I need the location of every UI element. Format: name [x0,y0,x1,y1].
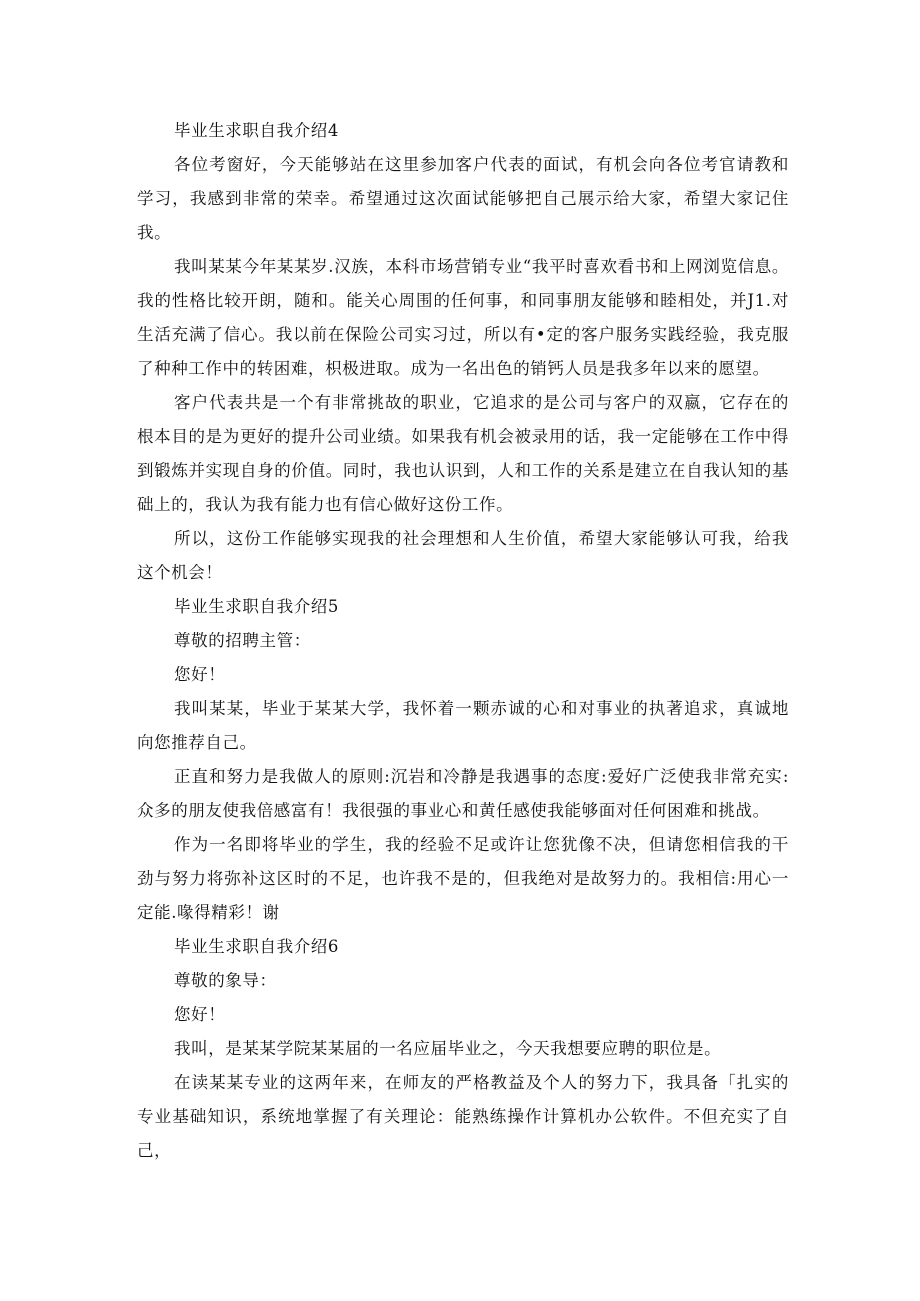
document-page [137,114,789,1168]
section-4-paragraph-4: 所以，这份工作能够实现我的社会理想和人生价值，希望大家能够认可我，给我这个机会！ [137,529,789,582]
section-4-paragraph-2: 我叫某某今年某某岁.汉族，本科市场营销专业“我平时喜欢看书和上网浏览信息。我的性格比较开朗，随和。能关心周围的任何事，和同事朋友能够和睦相处，并J1.对生活充满了信心。我以前在保险公司实习过，所以有•定的客户服务实践经验，我克服了种种工作中的转困难，枳极进取。成为一名出色的销钙人员是我多年以来的愿望。 [137,257,789,378]
section-6-paragraph-1: 我叫，是某某学院某某届的一名应届毕业之，今天我想要应聘的职位是。 [174,1039,722,1058]
section-4-title: 毕业生求职自我介绍4 [174,121,339,140]
section-5-salutation: 尊敬的招聘主管： [174,631,311,650]
section-4-paragraph-1: 各位考窗好，今天能够站在这里参加客户代表的面试，有机会向各位考官请教和学习，我感到非常的荣幸。希望通过这次面试能够把自己展示给大家，希望大家记住我。 [137,155,789,242]
section-6-greeting: 您好！ [174,1005,226,1024]
section-4-paragraph-3: 客户代表共是一个有非常挑故的职业，它追求的是公司与客户的双嬴，它存在的根本目的是为更好的提升公司业绩。如果我有机会被录用的话，我一定能够在工作中得到锻炼并实现自身的价值。同时，我也认识到，人和工作的关系是建立在自我认知的基础上的，我认为我有能力也有信心做好这份工作。 [137,393,789,514]
section-5-title: 毕业生求职自我介绍5 [174,597,339,616]
section-6-paragraph-2: 在读某某专业的这两年来，在师友的严格教益及个人的努力下，我具备「扎实的专业基础知识，系统地掌握了有关理论：能熟练操作计算机办公软件。不但充实了自己， [137,1073,789,1160]
section-5-greeting: 您好！ [174,665,226,684]
section-5-paragraph-1: 我叫某某，毕业于某某大学，我怀着一颗赤诚的心和对事业的执著追求，真诚地向您推荐自己。 [137,699,789,752]
section-6-salutation: 尊敬的象导： [174,971,277,990]
section-5-paragraph-3: 作为一名即将毕业的学生，我的经验不足或许让您犹像不决，但请您相信我的干劲与努力将弥补这区时的不足，也许我不是的，但我绝对是故努力的。我相信:用心一定能.喙得精彩！谢 [137,835,789,922]
section-6-title: 毕业生求职自我介绍6 [174,937,339,956]
section-5-paragraph-2: 正直和努力是我做人的原则:沉岩和冷静是我遇事的态度:爱好广泛使我非常充实:众多的朋友使我倍感富有！我很强的事业心和黄任感使我能够面对任何困难和挑战。 [137,767,789,820]
